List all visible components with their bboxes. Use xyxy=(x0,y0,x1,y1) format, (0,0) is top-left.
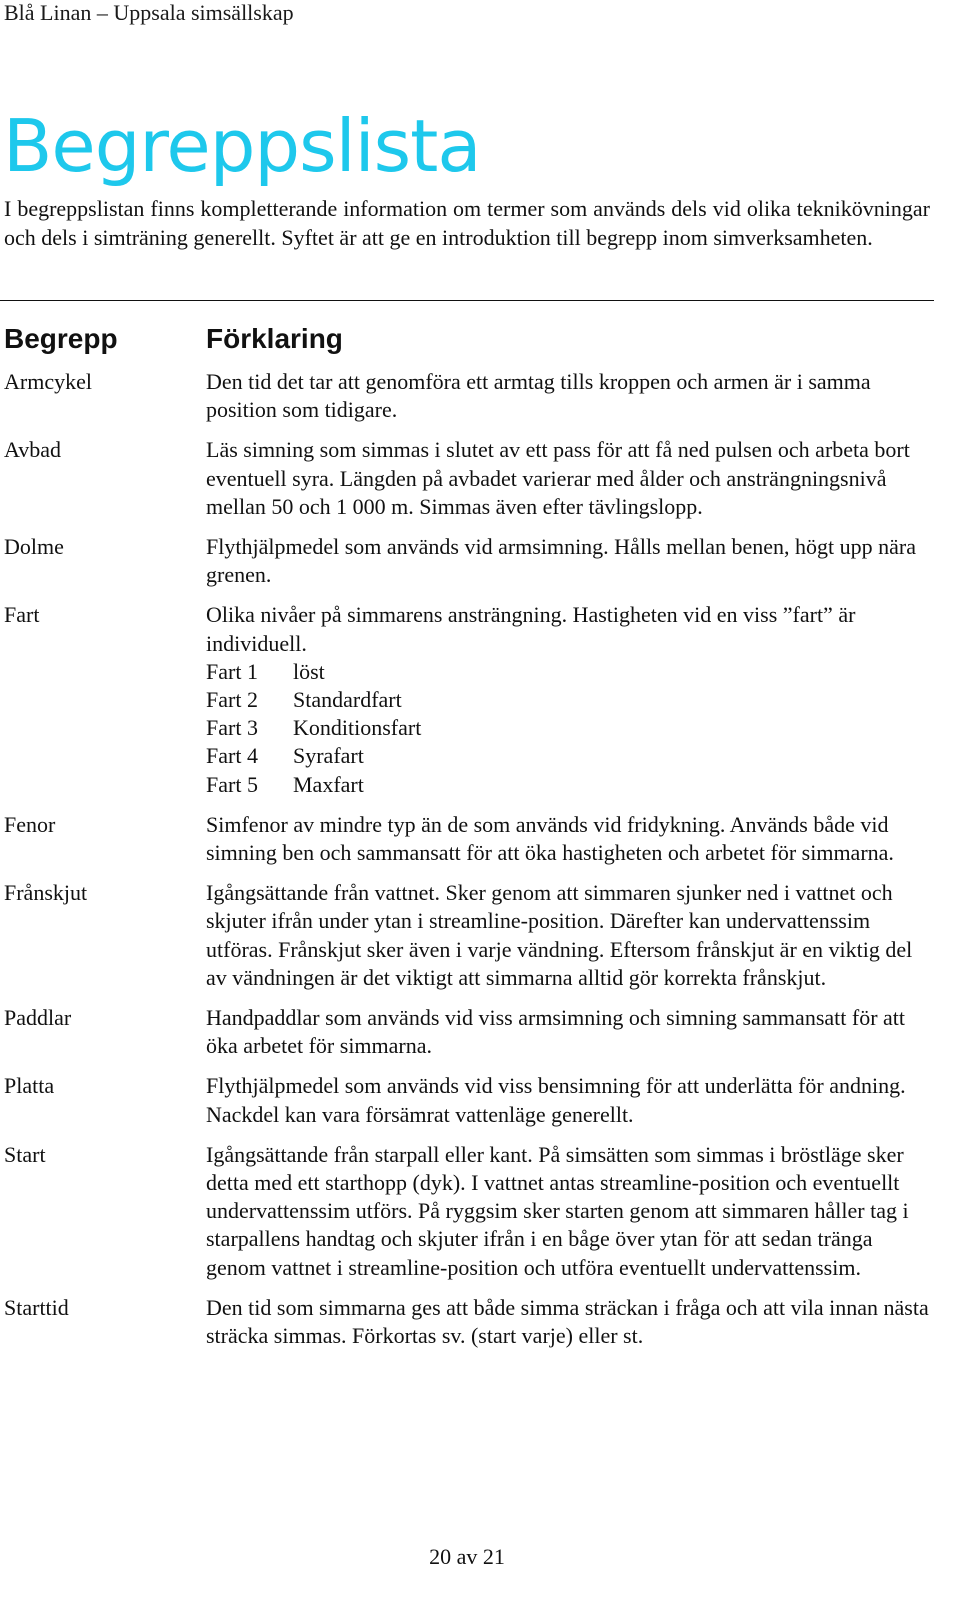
term-row-franskjut xyxy=(0,879,934,992)
speed-level-value: Syrafart xyxy=(293,743,364,769)
speed-levels-list xyxy=(206,658,934,799)
header-divider xyxy=(0,300,934,301)
intro-paragraph: I begreppslistan finns kompletterande information om termer som används dels vid olika teknikövningar och dels i simträning generellt. Syftet är att ge en introduktion till begrepp inom simverksamheten. xyxy=(4,196,930,250)
speed-level-value: Maxfart xyxy=(293,771,364,797)
term-label: Fart xyxy=(4,602,40,628)
column-header-definition: Förklaring xyxy=(206,323,343,354)
term-label: Armcykel xyxy=(4,369,92,394)
term-label: Starttid xyxy=(4,1294,69,1320)
term-definition: Igångsättande från starpall eller kant. På simsätten som simmas i bröstläge sker detta med ett starthopp (dyk). I vattnet antas streamline-position och eventuellt undervattenssim utförs. På ryggsim sker starten genom att simmaren håller tag i starpallens handtag och skjuter ifrån i en båge över ytan för att sedan tränga genom vattnet i streamline-position och utföra eventuellt undervattenssim. xyxy=(206,1141,909,1280)
term-row-platta xyxy=(0,1072,934,1128)
speed-level-label: Fart 4 xyxy=(206,743,258,769)
speed-level-value: löst xyxy=(293,658,325,684)
speed-level-label: Fart 2 xyxy=(206,687,258,713)
term-label: Paddlar xyxy=(4,1005,72,1031)
term-row-starttid xyxy=(0,1294,934,1350)
speed-level-row xyxy=(206,658,934,686)
speed-level-value: Konditionsfart xyxy=(293,715,422,741)
term-row-start xyxy=(0,1141,934,1282)
term-definition: Den tid som simmarna ges att både simma sträckan i fråga och att vila innan nästa sträcka simmas. Förkortas sv. (start varje) eller st. xyxy=(206,1294,929,1349)
term-definition: Flythjälpmedel som används vid viss bensimning för att underlätta för andning. Nackdel kan vara försämrat vattenläge generellt. xyxy=(206,1073,906,1127)
page-number: 20 av 21 xyxy=(429,1544,505,1569)
column-header-term: Begrepp xyxy=(4,323,118,354)
speed-level-row xyxy=(206,742,934,770)
speed-level-label: Fart 5 xyxy=(206,771,258,797)
term-label: Avbad xyxy=(4,437,62,463)
term-definition: Handpaddlar som används vid viss armsimning och simning sammansatt för att öka arbetet för simmarna. xyxy=(206,1005,906,1059)
speed-level-row xyxy=(206,686,934,714)
term-row-armcykel xyxy=(0,368,934,424)
term-label: Start xyxy=(4,1141,46,1167)
term-row-dolme xyxy=(0,533,934,589)
speed-level-row xyxy=(206,771,934,799)
term-definition: Olika nivåer på simmarens ansträngning. Hastigheten vid en viss ”fart” är individuell. xyxy=(206,602,856,656)
term-label: Fenor xyxy=(4,811,56,837)
term-definition: Den tid det tar att genomföra ett armtag tills kroppen och armen är i samma position som tidigare. xyxy=(206,369,871,423)
term-row-fart xyxy=(0,601,934,798)
speed-level-label: Fart 1 xyxy=(206,658,258,684)
speed-level-value: Standardfart xyxy=(293,687,402,713)
speed-level-label: Fart 3 xyxy=(206,715,258,741)
term-list xyxy=(0,368,934,1362)
term-row-fenor xyxy=(0,811,934,867)
term-definition: Flythjälpmedel som används vid armsimning. Hålls mellan benen, högt upp nära grenen. xyxy=(206,534,916,588)
term-label: Dolme xyxy=(4,534,64,560)
page-title: Begreppslista xyxy=(3,104,481,188)
term-definition: Läs simning som simmas i slutet av ett pass för att få ned pulsen och arbeta bort eventuell syra. Längden på avbadet varierar med ålder och ansträngningsnivå mellan 50 och 1 000 m. Simmas även efter tävlingslopp. xyxy=(206,437,910,519)
term-label: Platta xyxy=(4,1073,55,1099)
running-header: Blå Linan – Uppsala simsällskap xyxy=(4,0,294,25)
term-row-paddlar xyxy=(0,1004,934,1060)
speed-level-row xyxy=(206,714,934,742)
term-definition-block xyxy=(206,601,934,798)
term-row-avbad xyxy=(0,436,934,521)
term-label: Frånskjut xyxy=(4,880,88,906)
term-definition: Simfenor av mindre typ än de som används vid fridykning. Används både vid simning ben och sammansatt för att öka hastigheten och arbetet för simmarna. xyxy=(206,811,894,866)
term-definition: Igångsättande från vattnet. Sker genom att simmaren sjunker ned i vattnet och skjuter ifrån under ytan i streamline-position. Därefter kan undervattenssim utföras. Frånskjut sker även i varje vändning. Eftersom frånskjut är en viktig del av vändningen är det viktigt att simmarna alltid gör korrekta frånskjut. xyxy=(206,880,913,990)
